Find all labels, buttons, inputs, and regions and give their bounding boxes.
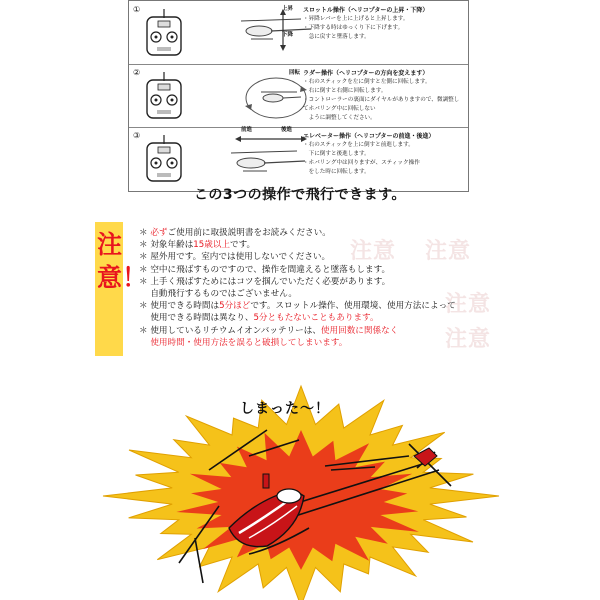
- caution-item: [139, 239, 509, 251]
- caution-emphasis: 使用回数に関係なく: [320, 325, 399, 336]
- caution-text: です。: [230, 240, 256, 251]
- caution-item: [139, 337, 509, 349]
- caution-text: ＊ 屋外用です。室内では使用しないでください。: [139, 252, 331, 263]
- rotate-label: 回転: [289, 70, 301, 76]
- caution-item: [139, 288, 509, 300]
- controller-icon: [139, 7, 189, 59]
- up-label: 上昇: [282, 6, 294, 12]
- operation-table: [128, 0, 469, 192]
- caution-text: です。スロットル操作、使用環境、使用方法によって: [250, 301, 456, 312]
- caution-item: [139, 264, 509, 276]
- operation-row-rudder: [129, 64, 468, 128]
- caution-list: [139, 227, 509, 349]
- operation-number: ③: [133, 131, 141, 140]
- operation-line: をした時に回転します。: [303, 169, 370, 175]
- caution-item: [139, 312, 509, 324]
- exclamation-text: しまった～！: [240, 401, 330, 417]
- caution-item: [139, 325, 509, 337]
- watermark-text: 注意: [445, 327, 492, 352]
- caution-emphasis: 15歳以上: [193, 240, 231, 251]
- operation-number: ②: [133, 68, 141, 77]
- operation-title: ラダー操作（ヘリコプターの方向を変えます）: [303, 70, 429, 77]
- caution-text: ＊ 使用できる時間は: [139, 301, 220, 312]
- caution-text: ＊ 対象年齢は: [139, 240, 194, 251]
- controller-icon: [139, 133, 189, 185]
- operation-line: ・下降する時はゆっくり下に下げます。: [303, 25, 404, 31]
- operation-number: ①: [133, 5, 141, 14]
- operation-line: ・右のスティックを左に倒すと左側に回転します。: [303, 79, 431, 85]
- operation-line: ように調整してください。: [303, 115, 376, 121]
- caution-text: ＊ 上手く飛ばすためにはコツを掴んでいただく必要があります。: [139, 276, 391, 287]
- operation-line: ・右のスティックを上に倒すと前進します。: [303, 142, 414, 148]
- watermark-text: 注意: [425, 239, 472, 264]
- caution-item: [139, 251, 509, 263]
- caution-text: 自動飛行するものではございません。: [139, 289, 297, 300]
- operation-title: スロットル操作（ヘリコプターの上昇・下降）: [303, 7, 429, 14]
- caution-text: 使用できる時間は異なり、: [139, 313, 254, 324]
- caution-item: [139, 227, 509, 239]
- watermark-text: 注意: [350, 239, 397, 264]
- caution-item: [139, 300, 509, 312]
- caution-box: [95, 222, 505, 356]
- operation-title: エレベーター操作（ヘリコプターの前進・後進）: [303, 133, 435, 140]
- down-label: 下降: [282, 32, 294, 38]
- controller-icon: [139, 70, 189, 122]
- operation-line: 下に倒すと後進します。: [303, 151, 370, 157]
- caution-text: ＊: [139, 228, 151, 238]
- operation-line: 急に戻すと墜落します。: [303, 34, 370, 40]
- caution-title: 注意！: [97, 230, 148, 292]
- flight-statement: この3つの操作で飛行できます。: [193, 187, 407, 203]
- caution-text: ＊ 空中に飛ばすものですので、操作を間違えると墜落もします。: [139, 264, 391, 275]
- back-label: 後進: [281, 127, 293, 133]
- operation-line: ・ホバリング中は回りますが、スティック操作: [303, 160, 420, 166]
- caution-emphasis: 5分ほど: [219, 301, 251, 312]
- caution-text: ＊ 使用しているリチウムイオンバッテリーは、: [139, 325, 321, 336]
- caution-emphasis: 5分ともたないこともあります。: [253, 313, 379, 324]
- operation-row-elevator: [129, 127, 468, 190]
- operation-description: [303, 132, 463, 177]
- caution-emphasis: 使用時間・使用方法を誤ると破損してしまいます。: [139, 337, 348, 348]
- operation-description: [303, 69, 463, 123]
- caution-text: ご使用前に取扱説明書をお読みください。: [167, 228, 331, 238]
- caution-item: [139, 276, 509, 288]
- caution-emphasis: 必ず: [150, 228, 168, 238]
- operation-line: 右に倒すと右側に回転します。: [303, 88, 387, 94]
- operation-row-throttle: [129, 1, 468, 65]
- operation-line: ・コントローラーの裏面にダイヤルがありますので、微調整してホバリング中に回転しない: [303, 97, 460, 112]
- operation-description: [303, 6, 463, 42]
- forward-label: 前進: [241, 127, 253, 133]
- watermark-text: 注意: [445, 292, 492, 317]
- operation-line: ・昇降レバーを上に上げると上昇します。: [303, 16, 409, 22]
